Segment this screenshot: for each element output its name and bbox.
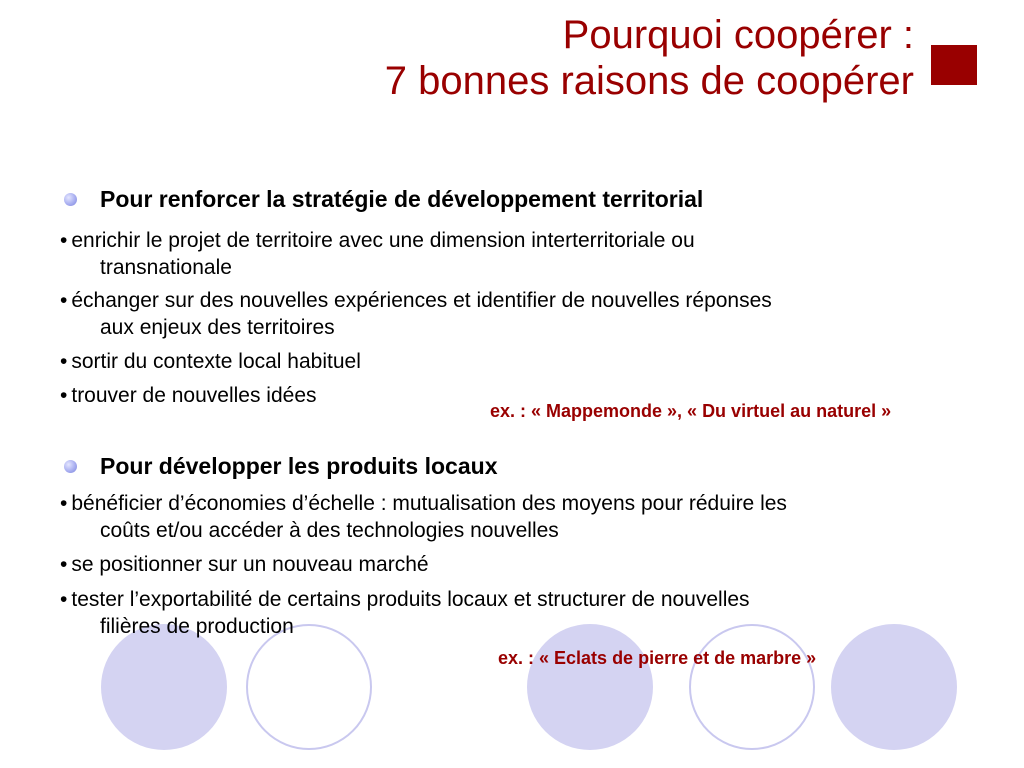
bullet-icon: • — [60, 229, 68, 252]
decorative-circle-filled — [527, 624, 653, 750]
decorative-circle-outline — [246, 624, 372, 750]
decorative-circle-filled — [831, 624, 957, 750]
bullet-icon: • — [60, 384, 68, 407]
list-item: • bénéficier d’économies d’échelle : mutualisation des moyens pour réduire les coûts et/ou accéder à des technologies nouvelles — [60, 492, 787, 542]
list-item: • se positionner sur un nouveau marché — [60, 553, 429, 576]
slide-title-line-1: Pourquoi coopérer : — [562, 13, 914, 57]
slide-title-line-2: 7 bonnes raisons de coopérer — [384, 59, 914, 103]
slide-title — [385, 12, 914, 104]
red-square-decoration — [931, 45, 977, 85]
bullet-icon: • — [60, 553, 68, 576]
bullet-icon: • — [60, 350, 68, 373]
example-note-1: ex. : « Mappemonde », « Du virtuel au naturel » — [490, 401, 892, 421]
decorative-circle-outline — [689, 624, 815, 750]
bullet-dot-icon — [64, 460, 77, 473]
bullet-icon: • — [60, 492, 68, 515]
bullet-icon: • — [60, 588, 68, 611]
decorative-circle-filled — [101, 624, 227, 750]
list-item: • trouver de nouvelles idées — [60, 384, 317, 407]
list-item: • tester l’exportabilité de certains produits locaux et structurer de nouvelles filières de production — [60, 588, 750, 638]
bullet-dot-icon — [64, 193, 77, 206]
list-item: • sortir du contexte local habituel — [60, 350, 361, 373]
list-item: • échanger sur des nouvelles expériences et identifier de nouvelles réponses aux enjeux des territoires — [60, 289, 772, 339]
example-note-2: ex. : « Eclats de pierre et de marbre » — [498, 648, 817, 668]
list-item: • enrichir le projet de territoire avec une dimension interterritoriale ou transnationale — [60, 229, 695, 279]
bullet-icon: • — [60, 289, 68, 312]
